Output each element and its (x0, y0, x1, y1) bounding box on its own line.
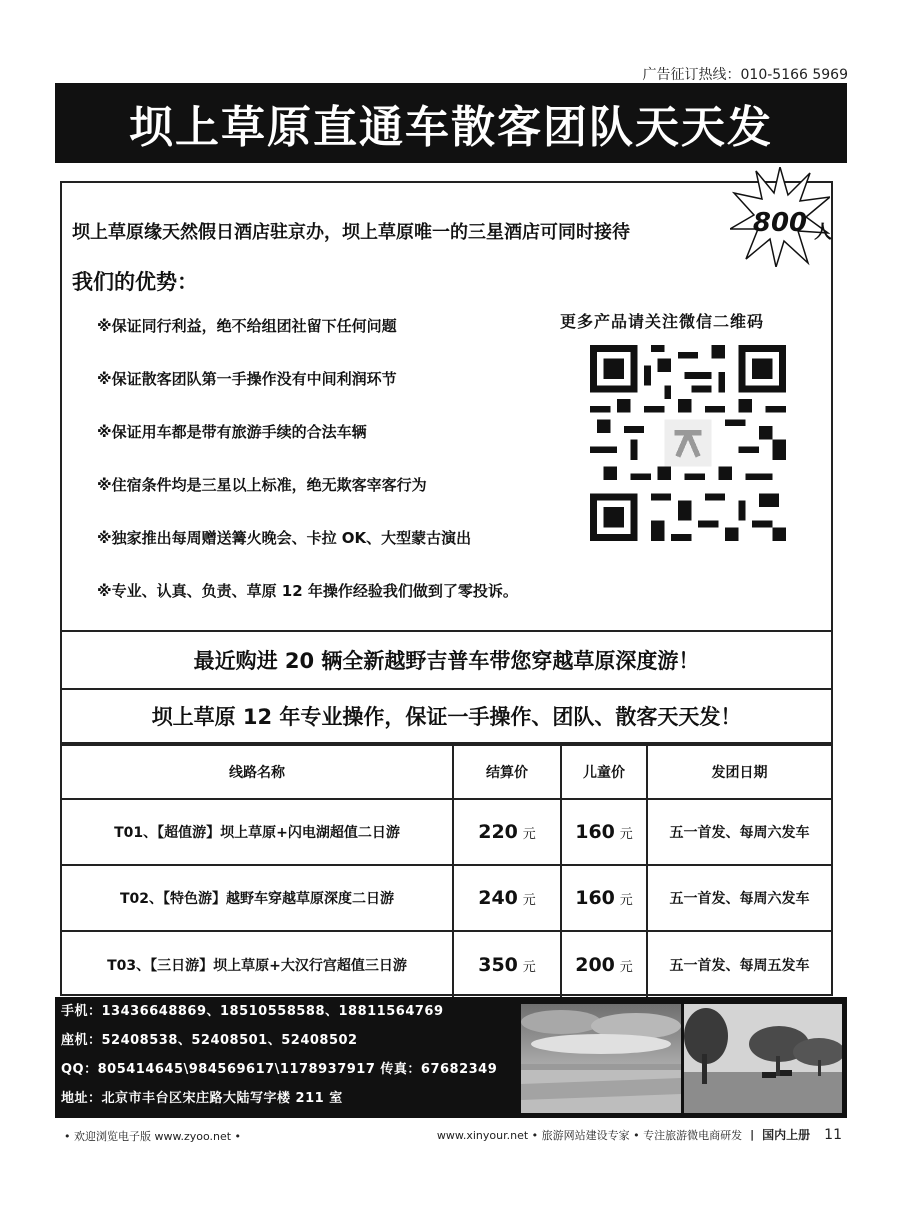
ad-hotline: 广告征订热线：010-5166 5969 (642, 67, 848, 83)
horses-photo (684, 1004, 842, 1113)
footer-left-text: • 欢迎浏览电子版 www.zyoo.net • (64, 1130, 242, 1143)
qr-caption: 更多产品请关注微信二维码 (560, 312, 765, 331)
footer-divider: | (750, 1128, 755, 1141)
capacity-unit: 人 (814, 222, 832, 243)
jeep-banner-text: 最近购进 20 辆全新越野吉普车带您穿越草原深度游！ (193, 649, 700, 673)
content-frame (60, 181, 833, 996)
advantage-item: ※专业、认真、负责、草原 12 年操作经验我们做到了零投诉。 (97, 582, 518, 600)
table-row (62, 865, 831, 931)
capacity-number: 800 (752, 208, 808, 238)
contact-landline: 座机：52408538、52408501、52408502 (61, 1033, 358, 1048)
advantage-item: ※住宿条件均是三星以上标准，绝无欺客宰客行为 (97, 476, 427, 494)
route-price (453, 799, 561, 865)
route-price (453, 865, 561, 931)
advantages-list (97, 315, 518, 633)
route-name: T01、【超值游】坝上草原+闪电湖超值二日游 (62, 799, 453, 865)
route-departure: 五一首发、每周六发车 (647, 865, 831, 931)
page-title-text: 坝上草原直通车散客团队天天发 (129, 102, 773, 153)
route-child-price (561, 931, 647, 997)
intro-text: 坝上草原缘天然假日酒店驻京办，坝上草原唯一的三星酒店可同时接待 (72, 222, 630, 243)
route-departure: 五一首发、每周六发车 (647, 799, 831, 865)
operation-banner (62, 690, 831, 744)
operation-banner-text: 坝上草原 12 年专业操作，保证一手操作、团队、散客天天发！ (151, 705, 742, 729)
price-unit: 元 (522, 893, 536, 908)
advantage-item: ※独家推出每周赠送篝火晚会、卡拉 OK、大型蒙古演出 (97, 529, 472, 547)
jeep-banner (62, 630, 831, 690)
advantage-item: ※保证用车都是带有旅游手续的合法车辆 (97, 423, 367, 441)
advantage-item: ※保证同行利益，绝不给组团社留下任何问题 (97, 317, 397, 335)
price-unit: 元 (522, 827, 536, 842)
page-title (55, 83, 847, 163)
price-unit: 元 (522, 959, 536, 975)
table-header-row (62, 745, 831, 799)
grassland-photo (521, 1004, 681, 1113)
route-name: T02、【特色游】越野车穿越草原深度二日游 (62, 865, 453, 931)
contact-mobile: 手机：13436648869、18510558588、18811564769 (61, 1004, 444, 1019)
route-child-price (561, 799, 647, 865)
table-row (62, 799, 831, 865)
footer-right-text: www.xinyour.net • 旅游网站建设专家 • 专注旅游微电商研发 (436, 1128, 743, 1142)
child-price-value: 160 (575, 821, 615, 843)
section-label: 国内上册 (762, 1128, 811, 1142)
price-value: 350 (478, 953, 518, 976)
price-unit: 元 (619, 959, 633, 975)
child-price-value: 160 (575, 887, 615, 909)
page-number: 11 (824, 1126, 842, 1143)
route-price (453, 931, 561, 997)
header-departure: 发团日期 (647, 745, 831, 799)
header-child-price: 儿童价 (561, 745, 647, 799)
advantages-title: 我们的优势： (72, 270, 198, 294)
route-departure: 五一首发、每周五发车 (647, 931, 831, 997)
contact-footer (55, 997, 847, 1118)
contact-address: 地址：北京市丰台区宋庄路大陆写字楼 211 室 (61, 1091, 343, 1106)
route-name: T03、【三日游】坝上草原+大汉行宫超值三日游 (62, 931, 453, 997)
price-unit: 元 (619, 893, 633, 908)
advantage-item: ※保证散客团队第一手操作没有中间利润环节 (97, 370, 397, 388)
footer-right (437, 1126, 842, 1143)
header-price: 结算价 (453, 745, 561, 799)
header-route: 线路名称 (62, 745, 453, 799)
price-unit: 元 (619, 827, 633, 842)
table-row (62, 931, 831, 997)
routes-table (62, 744, 831, 997)
qr-code-icon[interactable] (586, 345, 790, 541)
contact-qq-fax: QQ：805414645\984569617\1178937917 传真：67682349 (61, 1062, 498, 1077)
contact-list (61, 1001, 497, 1117)
route-child-price (561, 865, 647, 931)
child-price-value: 200 (575, 953, 615, 976)
price-value: 240 (478, 887, 518, 909)
price-value: 220 (478, 821, 518, 843)
